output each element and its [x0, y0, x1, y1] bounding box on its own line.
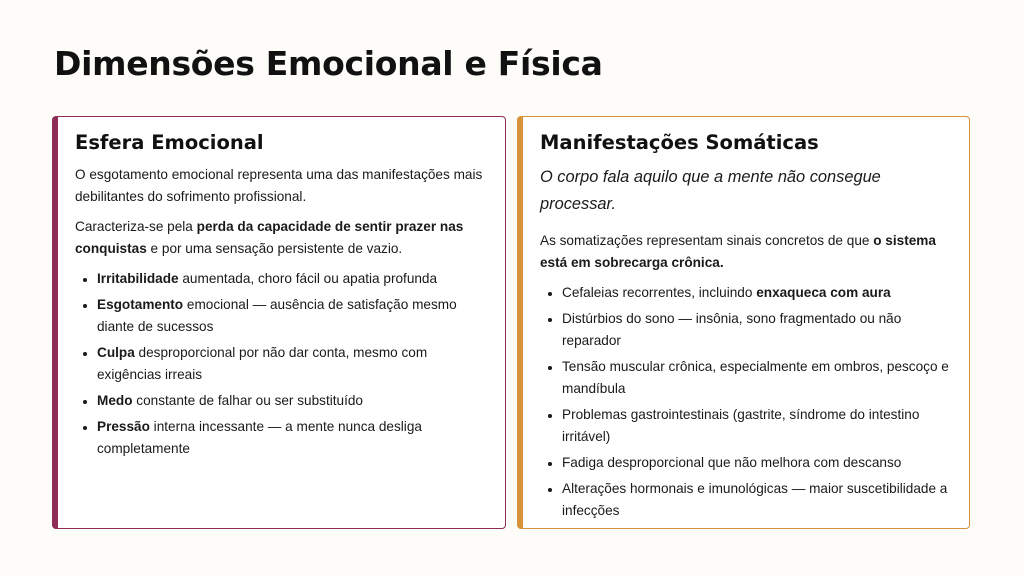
- emotional-desc-bold: perda da capacidade de sentir prazer nas conquistas: [75, 219, 464, 256]
- item-bold: Esgotamento: [97, 297, 184, 312]
- list-item: [562, 282, 955, 304]
- item-text: Alterações hormonais e imunológicas — maior suscetibilidade a infecções: [562, 481, 948, 518]
- list-item: [97, 390, 491, 412]
- emotional-heading: Esfera Emocional: [75, 131, 264, 154]
- item-text: interna incessante — a mente nunca desliga completamente: [97, 419, 422, 456]
- emotional-desc-pre: Caracteriza-se pela: [75, 219, 197, 234]
- emotional-intro: O esgotamento emocional representa uma das manifestações mais debilitantes do sofrimento profissional.: [75, 167, 483, 204]
- item-bold: Irritabilidade: [97, 271, 179, 286]
- somatic-desc-pre: As somatizações representam sinais concretos de que: [540, 233, 874, 248]
- somatic-quote: O corpo fala aquilo que a mente não consegue processar.: [540, 168, 881, 213]
- item-bold: Pressão: [97, 419, 150, 434]
- item-text: Problemas gastrointestinais (gastrite, síndrome do intestino irritável): [562, 407, 920, 444]
- item-text: constante de falhar ou ser substituído: [132, 393, 363, 408]
- list-item: [562, 478, 955, 522]
- list-item: [562, 356, 955, 400]
- item-text: desproporcional por não dar conta, mesmo com exigências irreais: [97, 345, 428, 382]
- somatic-list: [540, 282, 955, 522]
- emotional-desc-post: e por uma sensação persistente de vazio.: [146, 241, 403, 256]
- list-item: [97, 342, 491, 386]
- somatic-description: [540, 230, 955, 274]
- list-item: [97, 294, 491, 338]
- list-item: [97, 416, 491, 460]
- somatic-heading: Manifestações Somáticas: [540, 131, 819, 154]
- item-text: Tensão muscular crônica, especialmente em ombros, pescoço e mandíbula: [562, 359, 949, 396]
- somatic-card: [517, 116, 970, 529]
- item-text: emocional — ausência de satisfação mesmo diante de sucessos: [97, 297, 457, 334]
- emotional-list: [75, 268, 491, 460]
- list-item: [562, 308, 955, 352]
- item-bold: enxaqueca com aura: [756, 285, 891, 300]
- somatic-desc-bold: o sistema está em sobrecarga crônica.: [540, 233, 936, 270]
- item-bold: Culpa: [97, 345, 135, 360]
- item-bold: Medo: [97, 393, 133, 408]
- item-text: Distúrbios do sono — insônia, sono fragmentado ou não reparador: [562, 311, 902, 348]
- emotional-description: [75, 216, 491, 260]
- item-text: Cefaleias recorrentes, incluindo: [562, 285, 757, 300]
- item-text: Fadiga desproporcional que não melhora com descanso: [562, 455, 902, 470]
- emotional-card: [52, 116, 506, 529]
- list-item: [562, 404, 955, 448]
- list-item: [97, 268, 491, 290]
- item-text: aumentada, choro fácil ou apatia profunda: [178, 271, 438, 286]
- page-title: Dimensões Emocional e Física: [54, 44, 603, 83]
- list-item: [562, 452, 955, 474]
